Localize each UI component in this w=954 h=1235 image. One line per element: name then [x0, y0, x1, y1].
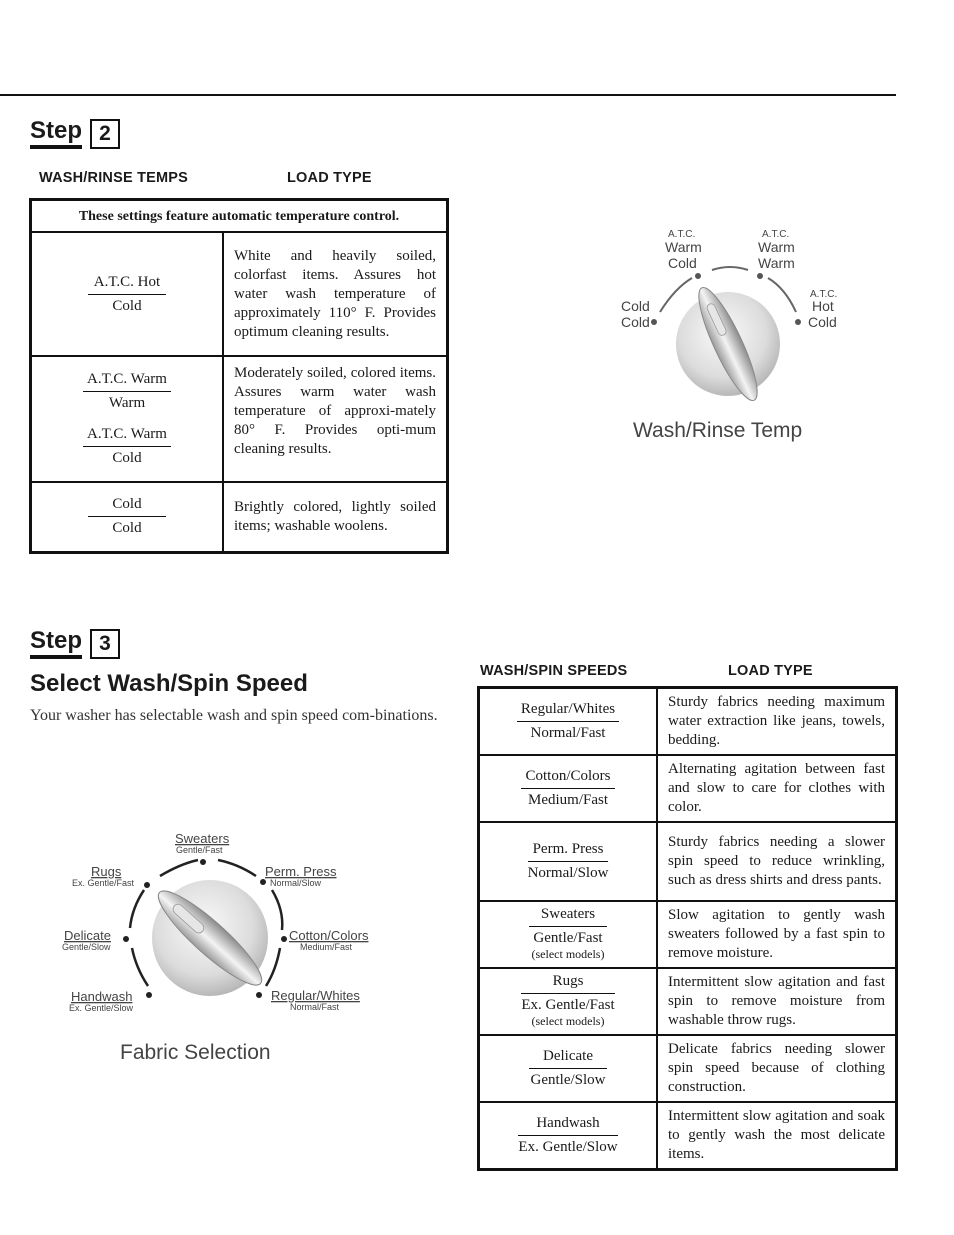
load-type-description: Sturdy fabrics needing a slower spin speed to reduce wrinkling, such as dress shirts and dress pants.: [657, 822, 897, 901]
load-type-description: Delicate fabrics needing slower spin speed because of clothing construction.: [657, 1035, 897, 1102]
temp-setting: [83, 425, 171, 468]
speed-setting: [529, 905, 607, 961]
load-type-description: Alternating agitation between fast and slow to care for clothes with color.: [657, 755, 897, 822]
speed-setting-cell: [479, 822, 658, 901]
step-2-heading: [30, 118, 120, 149]
rinse-temp: Warm: [108, 395, 146, 411]
temp-setting-cell: [31, 482, 224, 552]
dial-label: Cold: [621, 298, 650, 314]
dial-label: Warm: [758, 255, 795, 271]
model-note: (select models): [531, 1014, 605, 1028]
dial-dot: [146, 992, 152, 998]
step-3-heading: [30, 628, 120, 659]
temp-setting: [88, 495, 166, 538]
cycle-name: Sweaters: [529, 905, 607, 927]
wash-rinse-temp-dial: [600, 220, 860, 450]
step-number: 3: [90, 629, 120, 659]
dial-label: Gentle/Slow: [62, 942, 111, 952]
dial-label: Cotton/Colors: [289, 928, 369, 943]
load-type-description: Slow agitation to gently wash sweaters followed by a fast spin to remove moisture.: [657, 901, 897, 968]
temp-setting: [88, 273, 166, 316]
load-type-header: LOAD TYPE: [287, 170, 372, 186]
dial-dot: [200, 859, 206, 865]
fabric-selection-dial: [60, 828, 390, 1073]
speed-setting-cell: [479, 968, 658, 1035]
cycle-speed: Ex. Gentle/Slow: [518, 1139, 618, 1155]
top-rule: [0, 94, 896, 96]
cycle-name: Handwash: [518, 1114, 617, 1136]
dial-arc: [160, 860, 198, 876]
dial-label: Regular/Whites: [271, 988, 360, 1003]
table-row: [479, 1102, 897, 1170]
speed-setting: [518, 1114, 617, 1157]
rinse-temp: Cold: [112, 450, 142, 466]
dial-arc: [266, 948, 280, 986]
speed-setting: [521, 767, 614, 810]
dial-label: Rugs: [91, 864, 122, 879]
wash-spin-speeds-table: [477, 686, 898, 1171]
model-note: (select models): [531, 947, 605, 961]
dial-dot: [123, 936, 129, 942]
dial-dot: [256, 992, 262, 998]
dial-label: Ex. Gentle/Fast: [72, 878, 135, 888]
dial-arc: [130, 890, 144, 928]
load-type-description: Moderately soiled, colored items. Assures warm water wash temperature of approxi-mately 80° F. Provides opti-mum cleaning results.: [223, 356, 448, 482]
dial-dot: [260, 879, 266, 885]
rinse-temp: Cold: [112, 297, 142, 314]
speed-setting: [528, 840, 609, 883]
step-word: Step: [30, 118, 82, 149]
cycle-speed: Medium/Fast: [527, 792, 608, 808]
wash-temp: Cold: [88, 495, 166, 517]
speed-setting-cell: [479, 901, 658, 968]
dial-label: A.T.C.: [668, 229, 696, 240]
dial-label: Handwash: [71, 989, 133, 1004]
wash-temp: A.T.C. Warm: [83, 425, 171, 447]
dial-arc: [218, 860, 256, 876]
dial-dot: [144, 882, 150, 888]
dial-arc: [132, 948, 148, 986]
cycle-name: Regular/Whites: [517, 700, 619, 722]
rinse-temp: Cold: [112, 520, 142, 537]
dial-label: Normal/Fast: [290, 1002, 340, 1012]
cycle-speed: Ex. Gentle/Fast: [521, 997, 615, 1013]
cycle-speed: Gentle/Fast: [533, 930, 603, 946]
dial-label: Warm: [758, 239, 795, 255]
speed-setting-cell: [479, 755, 658, 822]
table-row: [479, 1035, 897, 1102]
table-row: [479, 755, 897, 822]
temp-setting-cell: [31, 356, 224, 482]
dial-title: Fabric Selection: [120, 1041, 271, 1064]
temp-setting-cell: [31, 232, 224, 356]
speed-setting-cell: [479, 1102, 658, 1170]
load-type-description: White and heavily soiled, colorfast items. Assures hot water wash temperature of approximately 110° F. Provides optimum cleaning results.: [223, 232, 448, 356]
dial-label: Medium/Fast: [300, 942, 353, 952]
dial-dot: [651, 319, 657, 325]
dial-arc: [712, 267, 748, 270]
cycle-name: Rugs: [521, 972, 614, 994]
wash-temp: A.T.C. Hot: [88, 273, 166, 295]
cycle-speed: Gentle/Slow: [530, 1072, 606, 1088]
dial-label: Ex. Gentle/Slow: [69, 1003, 134, 1013]
section-title: Select Wash/Spin Speed: [30, 670, 308, 697]
dial-label: A.T.C.: [810, 289, 838, 300]
dial-label: Cold: [808, 314, 837, 330]
speed-setting: [517, 700, 619, 743]
speed-setting: [521, 972, 614, 1028]
wash-spin-speeds-header: WASH/SPIN SPEEDS: [480, 663, 628, 679]
load-type-description: Sturdy fabrics needing maximum water extraction like jeans, towels, bedding.: [657, 688, 897, 756]
dial-dot: [795, 319, 801, 325]
load-type-description: Intermittent slow agitation and fast spin to remove moisture from washable throw rugs.: [657, 968, 897, 1035]
dial-label: Warm: [665, 239, 702, 255]
dial-label: Delicate: [64, 928, 111, 943]
cycle-name: Cotton/Colors: [521, 767, 614, 789]
table-row: [479, 901, 897, 968]
table-row: [479, 822, 897, 901]
dial-title: Wash/Rinse Temp: [633, 419, 803, 442]
step-number: 2: [90, 119, 120, 149]
step-word: Step: [30, 628, 82, 659]
load-type-description: Brightly colored, lightly soiled items; washable woolens.: [223, 482, 448, 552]
dial-dot: [695, 273, 701, 279]
dial-label: A.T.C.: [762, 229, 790, 240]
dial-label: Normal/Slow: [270, 878, 322, 888]
load-type-description: Intermittent slow agitation and soak to gently wash the most delicate items.: [657, 1102, 897, 1170]
dial-arc: [768, 278, 796, 312]
table-row: [31, 356, 448, 482]
dial-label: Gentle/Fast: [176, 845, 223, 855]
intro-text: Your washer has selectable wash and spin speed com-binations.: [30, 707, 438, 724]
load-type-header: LOAD TYPE: [728, 663, 813, 679]
temp-setting: [83, 370, 171, 413]
cycle-speed: Normal/Fast: [530, 725, 606, 741]
table-row: [31, 232, 448, 356]
cycle-name: Delicate: [529, 1047, 607, 1069]
dial-label: Cold: [668, 255, 697, 271]
speed-setting: [529, 1047, 607, 1090]
dial-label: Perm. Press: [265, 864, 337, 879]
table-row: [479, 968, 897, 1035]
cycle-name: Perm. Press: [528, 840, 609, 862]
speed-setting-cell: [479, 1035, 658, 1102]
dial-dot: [757, 273, 763, 279]
cycle-speed: Normal/Slow: [527, 865, 609, 881]
speed-setting-cell: [479, 688, 658, 756]
dial-label: Cold: [621, 314, 650, 330]
wash-temp: A.T.C. Warm: [83, 370, 171, 392]
dial-label: Sweaters: [175, 831, 230, 846]
atc-banner: These settings feature automatic temperature control.: [31, 200, 448, 233]
dial-label: Hot: [812, 298, 834, 314]
dial-arc: [272, 890, 282, 930]
dial-dot: [281, 936, 287, 942]
table-row: [31, 482, 448, 552]
table-row: [479, 688, 897, 756]
wash-rinse-temps-header: WASH/RINSE TEMPS: [39, 170, 189, 186]
wash-rinse-temps-table: [29, 198, 449, 554]
dial-arc: [660, 278, 692, 312]
